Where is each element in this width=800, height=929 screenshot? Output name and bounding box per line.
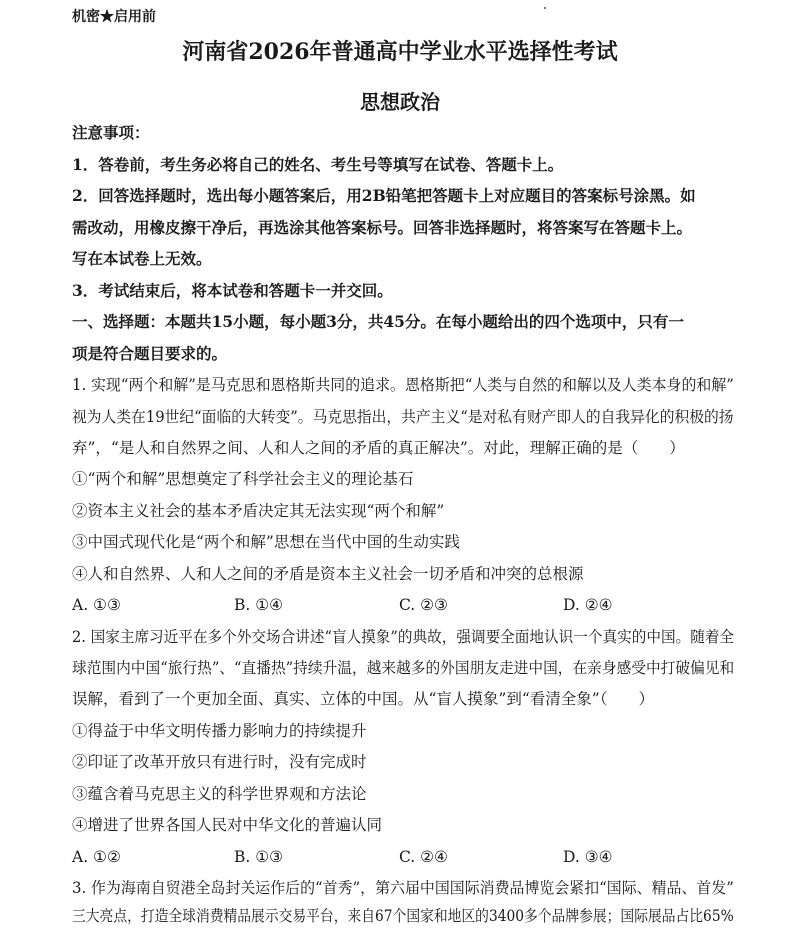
notice-item-2-line-1: 2．回答选择题时，选出每小题答案后，用2B铅笔把答题卡上对应题目的答案标号涂黑。如 [72,186,696,205]
q2-statement-2: ②印证了改革开放只有进行时，没有完成时 [72,753,367,771]
q1-option-c: C. ②③ [399,596,448,614]
q2-stem-line-3: 误解，看到了一个更加全面、真实、立体的中国。从“盲人摸象”到“看清全象”（ ） [72,690,654,708]
q2-statement-4: ④增进了世界各国人民对中华文化的普遍认同 [72,816,383,834]
q1-option-b: B. ①④ [234,596,284,614]
notice-item-3: 3．考试结束后，将本试卷和答题卡一并交回。 [72,281,393,300]
notice-item-2-line-3: 写在本试卷上无效。 [72,249,212,268]
q3-stem-line-2: 三大亮点，打造全球消费精品展示交易平台，来自67个国家和地区的3400多个品牌参展；国际展品占比65% [72,907,734,925]
q2-option-d: D. ③④ [563,848,613,866]
q1-stem-line-3: 弃”，“是人和自然界之间、人和人之间的矛盾的真正解决”。对此，理解正确的是（ ） [72,439,685,457]
q2-option-a: A. ①② [72,848,121,866]
notice-heading: 注意事项： [72,123,150,142]
q1-statement-3: ③中国式现代化是“两个和解”思想在当代中国的生动实践 [72,533,460,551]
q1-option-d: D. ②④ [563,596,613,614]
notice-item-1: 1．答卷前，考生务必将自己的姓名、考生号等填写在试卷、答题卡上。 [72,155,564,174]
subject-title: 思想政治 [360,90,440,114]
section-heading-line-1: 一、选择题：本题共15小题，每小题3分，共45分。在每小题给出的四个选项中，只有一 [72,312,684,331]
q3-stem-line-1: 3. 作为海南自贸港全岛封关运作后的“首秀”，第六届中国国际消费品博览会紧扣“国际、精品、首发” [72,879,734,897]
q2-statement-1: ①得益于中华文明传播力影响力的持续提升 [72,722,367,740]
exam-title: 河南省2026年普通高中学业水平选择性考试 [182,39,618,65]
secret-mark: 机密★启用前 [72,9,156,25]
q2-option-c: C. ②④ [399,848,448,866]
q2-option-b: B. ①③ [234,848,284,866]
q1-stem-line-2: 视为人类在19世纪“面临的大转变”。马克思指出，共产主义“是对私有财产即人的自我异化的积极的扬 [72,408,734,426]
q1-statement-1: ①“两个和解”思想奠定了科学社会主义的理论基石 [72,470,414,488]
q2-statement-3: ③蕴含着马克思主义的科学世界观和方法论 [72,785,367,803]
section-heading-line-2: 项是符合题目要求的。 [72,344,228,363]
scan-speck [544,7,546,9]
q1-statement-2: ②资本主义社会的基本矛盾决定其无法实现“两个和解” [72,502,445,520]
q1-option-a: A. ①③ [72,596,121,614]
q2-stem-line-1: 2. 国家主席习近平在多个外交场合讲述“盲人摸象”的典故，强调要全面地认识一个真实的中国。随着全 [72,628,735,646]
q2-stem-line-2: 球范围内中国“旅行热”、“直播热”持续升温，越来越多的外国朋友走进中国，在亲身感受中打破偏见和 [72,659,735,677]
q1-statement-4: ④人和自然界、人和人之间的矛盾是资本主义社会一切矛盾和冲突的总根源 [72,565,584,583]
q1-stem-line-1: 1. 实现“两个和解”是马克思和恩格斯共同的追求。恩格斯把“人类与自然的和解以及人类本身的和解” [72,376,734,394]
notice-item-2-line-2: 需改动，用橡皮擦干净后，再选涂其他答案标号。回答非选择题时，将答案写在答题卡上。 [72,218,693,237]
